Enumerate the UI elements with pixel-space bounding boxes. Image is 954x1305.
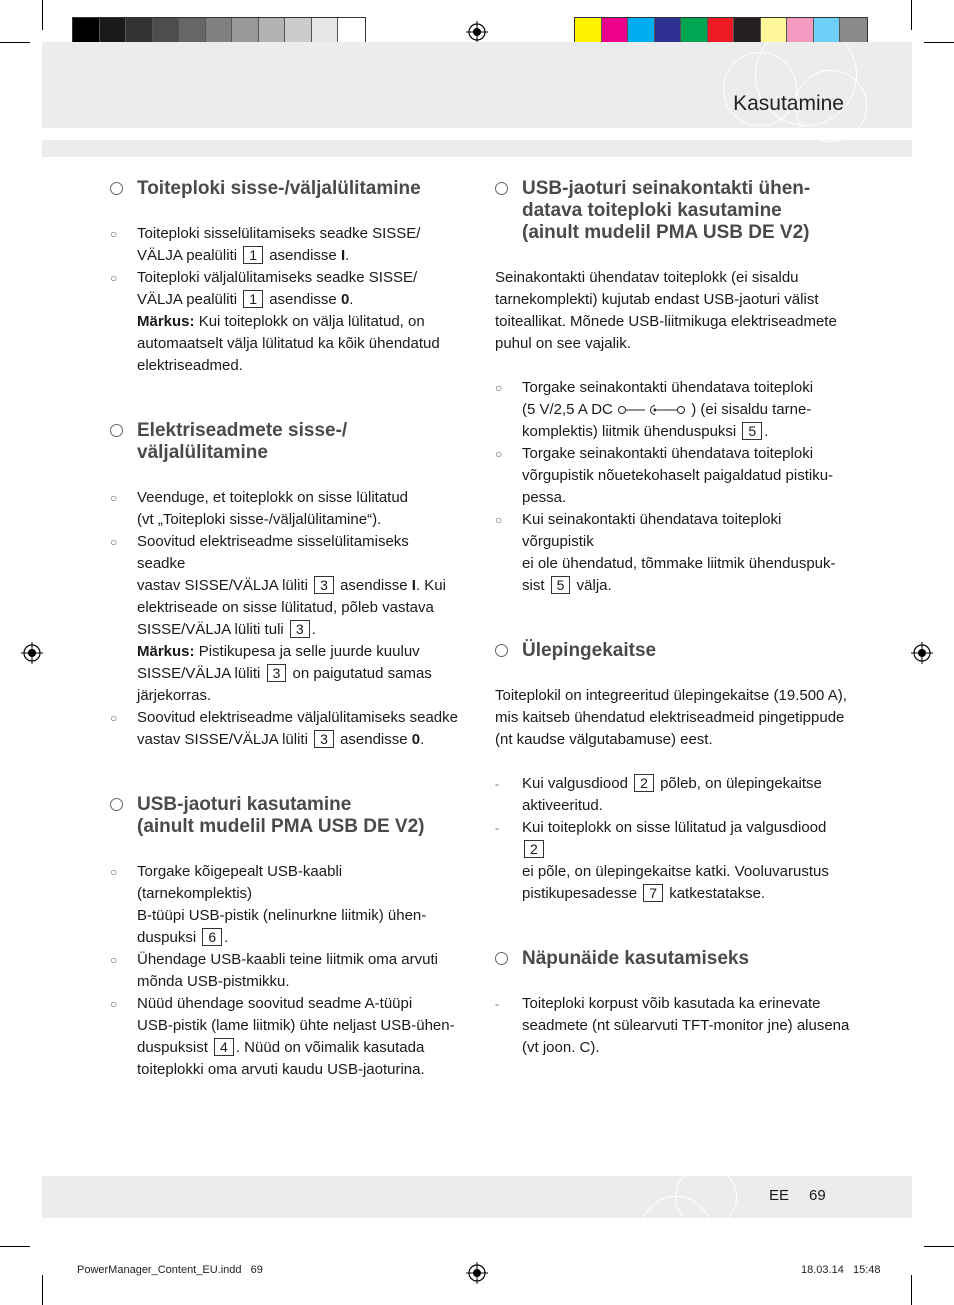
- list-item: ○ Torgake kõigepealt USB-kaabli (tarnekomplektis) B-tüüpi USB-pistik (nelinurkne liitmik) ühen- duspuksi 6 .: [110, 863, 427, 946]
- registration-mark-icon: [911, 642, 933, 664]
- list-item: ○ Toiteploki väljalülitamiseks seadke SISSE/ VÄLJA pealüliti 1 asendisse 0. Märkus: Kui toiteplokk on välja lülitatud, on automaatselt välja lülitatud ka kõik ühendatud elektriseadmed.: [110, 269, 440, 374]
- right-column: [495, 178, 850, 1059]
- list-item: - Toiteploki korpust võib kasutada ka erinevate seadmete (nt sülearvuti TFT-monitor jne) alusena (vt joon. C).: [495, 995, 850, 1056]
- bullet-list: [110, 487, 460, 751]
- crop-mark: [42, 1275, 43, 1305]
- page-number: 69: [809, 1187, 826, 1204]
- crop-mark: [0, 42, 30, 43]
- paragraph: Seinakontakti ühendatav toiteplokk (ei sisaldu tarnekomplekti) kujutab endast USB-jaoturi välist toiteallikat. Mõnede USB-liitmikuga elektriseadmete puhul on see vajalik.: [495, 269, 837, 352]
- list-item: ○ Kui seinakontakti ühendatava toiteploki võrgupistik ei ole ühendatud, tõmmake liitmik ühenduspuk- sist 5 välja.: [495, 511, 836, 594]
- crop-mark: [911, 0, 912, 30]
- crop-mark: [911, 1275, 912, 1305]
- registration-mark-icon: [21, 642, 43, 664]
- page-title: Kasutamine: [733, 92, 844, 115]
- bullet-list: [110, 861, 460, 1081]
- list-item: ○ Torgake seinakontakti ühendatava toiteploki võrgupistik nõuetekohaselt paigaldatud pistiku- pessa.: [495, 445, 834, 506]
- crop-mark: [924, 42, 954, 43]
- crop-mark: [42, 0, 43, 30]
- section-heading: Toiteploki sisse-/väljalülitamine: [110, 178, 460, 200]
- list-item: ○ Soovitud elektriseadme väljalülitamiseks seadke vastav SISSE/VÄLJA lüliti 3 asendisse 0.: [110, 709, 458, 748]
- print-date: 18.03.14 15:48: [801, 1264, 881, 1276]
- bullet-list: [110, 223, 460, 377]
- section-heading: USB-jaoturi seinakontakti ühen- datava toiteploki kasutamine (ainult mudelil PMA USB DE V2): [495, 178, 850, 244]
- list-item: ○ Veenduge, et toiteplokk on sisse lülitatud (vt „Toiteploki sisse-/väljalülitamine“).: [110, 489, 409, 528]
- list-item: ○ Nüüd ühendage soovitud seadme A-tüüpi USB-pistik (lame liitmik) ühte neljast USB-ühen- duspuksist 4 . Nüüd on võimalik kasutada toiteplokki oma arvuti kaudu USB-jaoturina.: [110, 995, 455, 1078]
- dc-polarity-icon: [617, 404, 687, 416]
- section-heading: Näpunäide kasutamiseks: [495, 948, 850, 970]
- list-item: ○ Toiteploki sisselülitamiseks seadke SISSE/ VÄLJA pealüliti 1 asendisse I.: [110, 225, 421, 264]
- bullet-list: [495, 773, 850, 905]
- crop-mark: [0, 1246, 30, 1247]
- list-item: ○ Ühendage USB-kaabli teine liitmik oma arvuti mõnda USB-pistmikku.: [110, 951, 438, 990]
- registration-mark-icon: [466, 21, 488, 43]
- section-heading: Elektriseadmete sisse-/ väljalülitamine: [110, 420, 460, 464]
- left-column: [110, 178, 460, 1081]
- section-heading: Ülepingekaitse: [495, 640, 850, 662]
- decorative-circles-icon: [640, 1176, 760, 1218]
- list-item: ○ Soovitud elektriseadme sisselülitamiseks seadke vastav SISSE/VÄLJA lüliti 3 asendisse I. Kui elektriseade on sisse lülitatud, põleb vastava SISSE/VÄLJA lüliti tuli 3 . Märkus: Pistikupesa ja selle juurde kuuluv SISSE/VÄLJA lüliti 3 on paigutatud samas järjekorras.: [110, 533, 446, 704]
- registration-mark-icon: [466, 1262, 488, 1284]
- language-code: EE: [769, 1187, 790, 1204]
- list-item: ○ Torgake seinakontakti ühendatava toiteploki (5 V/2,5 A DC ) (ei sisaldu tarne- komplektis) liitmik ühenduspuksi 5 .: [495, 379, 814, 440]
- bullet-list: [495, 377, 850, 597]
- bullet-list: [495, 993, 850, 1059]
- section-heading: USB-jaoturi kasutamine (ainult mudelil PMA USB DE V2): [110, 794, 460, 838]
- file-name: PowerManager_Content_EU.indd 69: [77, 1264, 263, 1276]
- paragraph: Toiteplokil on integreeritud ülepingekaitse (19.500 A), mis kaitseb ühendatud elektriseadmeid pingetippude (nt kaudse välgutabamuse) eest.: [495, 687, 847, 748]
- list-item: - Kui toiteplokk on sisse lülitatud ja valgusdiood 2 ei põle, on ülepingekaitse katki. Vooluvarustus pistikupesadesse 7 katkestatakse.: [495, 819, 829, 902]
- crop-mark: [924, 1246, 954, 1247]
- list-item: - Kui valgusdiood 2 põleb, on ülepingekaitse aktiveeritud.: [495, 775, 822, 814]
